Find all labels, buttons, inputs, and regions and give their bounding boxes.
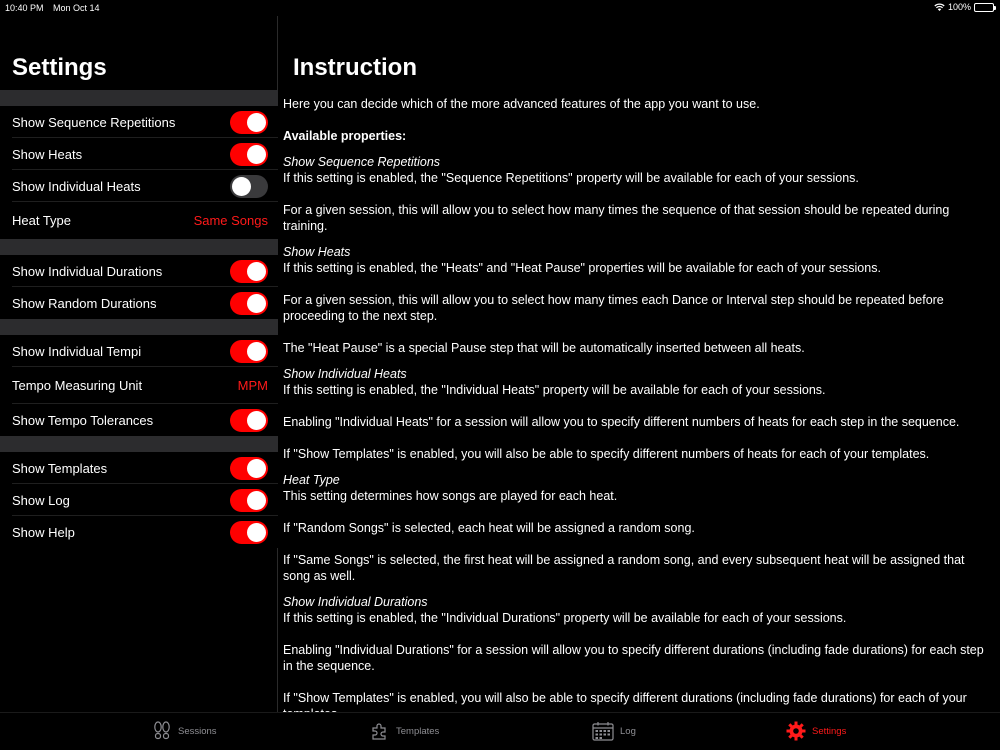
puzzle-icon — [370, 721, 390, 741]
show-help-toggle[interactable] — [230, 521, 268, 544]
settings-row-show-templates — [0, 452, 278, 484]
settings-row-show-sequence-repetitions — [0, 106, 278, 138]
status-date: Mon Oct 14 — [53, 3, 100, 13]
settings-row-label: Show Individual Durations — [12, 263, 163, 279]
instruction-content — [283, 96, 995, 722]
tab-log-label: Log — [620, 725, 636, 737]
section-heading: Heat Type — [283, 473, 340, 487]
settings-group — [0, 255, 278, 319]
tab-sessions[interactable] — [152, 721, 217, 741]
show-log-toggle[interactable] — [230, 489, 268, 512]
toggle-knob — [247, 294, 266, 313]
toggle-knob — [247, 411, 266, 430]
wifi-icon — [934, 3, 945, 11]
settings-row-show-individual-tempi — [0, 335, 278, 367]
settings-row-show-log — [0, 484, 278, 516]
settings-row-label: Show Templates — [12, 460, 108, 476]
settings-row-label: Show Log — [12, 492, 70, 508]
section-paragraph: If "Show Templates" is enabled, you will also be able to specify different durations (including fade durations) for each of your — [283, 691, 967, 705]
settings-row-label: Heat Type — [12, 213, 72, 228]
battery-icon — [974, 3, 994, 12]
group-separator — [0, 319, 278, 335]
settings-row-show-tempo-tolerances — [0, 404, 278, 436]
tab-templates-label: Templates — [396, 725, 440, 737]
settings-row-label: Show Random Durations — [12, 295, 157, 311]
section-paragraph: If "Random Songs" is selected, each heat will be assigned a random song. — [283, 521, 695, 535]
settings-title: Settings — [12, 54, 107, 81]
section-paragraph: If this setting is enabled, the "Individual Durations" property will be available for each of your sessions. — [283, 611, 847, 625]
group-separator — [0, 239, 278, 255]
settings-group — [0, 106, 278, 239]
section-paragraph: If this setting is enabled, the "Heats" and "Heat Pause" properties will be available for each of your sessions. — [283, 261, 881, 275]
settings-row-show-heats — [0, 138, 278, 170]
section-paragraph: If "Same Songs" is selected, the first heat will be assigned a random song, and every subsequent heat will be assigned that song as well. — [283, 553, 965, 583]
settings-row-label: Show Individual Heats — [12, 178, 141, 194]
instruction-panel[interactable] — [279, 16, 1000, 712]
settings-row-show-random-durations — [0, 287, 278, 319]
settings-list — [0, 90, 278, 548]
show-sequence-repetitions-toggle[interactable] — [230, 111, 268, 134]
calendar-icon — [592, 721, 614, 741]
toggle-knob — [247, 459, 266, 478]
settings-row-show-individual-heats — [0, 170, 278, 202]
show-templates-toggle[interactable] — [230, 457, 268, 480]
section-heading: Show Heats — [283, 245, 351, 259]
status-right — [934, 2, 994, 12]
section-paragraph: Enabling "Individual Durations" for a session will allow you to specify different durations (including fade durations) for each step in the sequence. — [283, 643, 984, 673]
instruction-intro: Here you can decide which of the more advanced features of the app you want to use. — [283, 97, 760, 111]
section-paragraph: For a given session, this will allow you to select how many times each Dance or Interval step should be repeated before proceeding to the next step. — [283, 293, 944, 323]
tab-settings[interactable] — [786, 721, 846, 741]
section-heading: Show Individual Durations — [283, 595, 428, 609]
toggle-knob — [247, 523, 266, 542]
section-heading: Show Individual Heats — [283, 367, 407, 381]
settings-row-show-individual-durations — [0, 255, 278, 287]
instruction-title: Instruction — [293, 54, 417, 81]
show-heats-toggle[interactable] — [230, 143, 268, 166]
footprints-icon — [152, 721, 172, 741]
settings-group — [0, 335, 278, 436]
tab-sessions-label: Sessions — [178, 725, 217, 737]
section-paragraph: For a given session, this will allow you to select how many times the sequence of that session should be repeated during training. — [283, 203, 950, 233]
show-tempo-tolerances-toggle[interactable] — [230, 409, 268, 432]
settings-group — [0, 452, 278, 548]
toggle-knob — [247, 491, 266, 510]
status-bar — [0, 0, 1000, 16]
group-separator — [0, 90, 278, 106]
section-paragraph: If this setting is enabled, the "Sequence Repetitions" property will be available for each of your sessions. — [283, 171, 859, 185]
battery-percent: 100% — [947, 2, 971, 12]
show-individual-heats-toggle[interactable] — [230, 175, 268, 198]
section-paragraph: Enabling "Individual Heats" for a session will allow you to specify different numbers of heats for each step in the sequence. — [283, 415, 960, 429]
settings-row-label: Show Help — [12, 524, 75, 540]
settings-row-label: Show Tempo Tolerances — [12, 412, 154, 428]
tab-bar — [0, 712, 1000, 750]
group-separator — [0, 436, 278, 452]
toggle-knob — [247, 145, 266, 164]
settings-row-label: Tempo Measuring Unit — [12, 378, 143, 393]
settings-row-label: Show Heats — [12, 146, 83, 162]
settings-row-show-help — [0, 516, 278, 548]
available-properties-heading: Available properties: — [283, 129, 407, 143]
toggle-knob — [247, 342, 266, 361]
section-heading: Show Sequence Repetitions — [283, 155, 441, 169]
status-time: 10:40 PM — [5, 3, 44, 13]
settings-row-label: Show Individual Tempi — [12, 343, 142, 359]
tab-log[interactable] — [592, 721, 636, 741]
section-paragraph: The "Heat Pause" is a special Pause step that will be automatically inserted between all heats. — [283, 341, 805, 355]
toggle-knob — [247, 113, 266, 132]
heat-type-value: Same Songs — [193, 213, 268, 228]
toggle-knob — [247, 262, 266, 281]
settings-row-tempo-measuring-unit[interactable] — [0, 367, 278, 404]
section-paragraph: If "Show Templates" is enabled, you will also be able to specify different numbers of heats for each of your templates. — [283, 447, 930, 461]
show-random-durations-toggle[interactable] — [230, 292, 268, 315]
gear-icon — [786, 721, 806, 741]
settings-row-label: Show Sequence Repetitions — [12, 114, 176, 130]
settings-panel — [0, 16, 278, 712]
tab-templates[interactable] — [370, 721, 439, 741]
tempo-measuring-unit-value: MPM — [237, 378, 268, 393]
toggle-knob — [232, 177, 251, 196]
section-paragraph: This setting determines how songs are played for each heat. — [283, 489, 618, 503]
show-individual-durations-toggle[interactable] — [230, 260, 268, 283]
tab-settings-label: Settings — [812, 725, 847, 737]
settings-row-heat-type[interactable] — [0, 202, 278, 239]
show-individual-tempi-toggle[interactable] — [230, 340, 268, 363]
section-paragraph: If this setting is enabled, the "Individual Heats" property will be available for each of your sessions. — [283, 383, 826, 397]
